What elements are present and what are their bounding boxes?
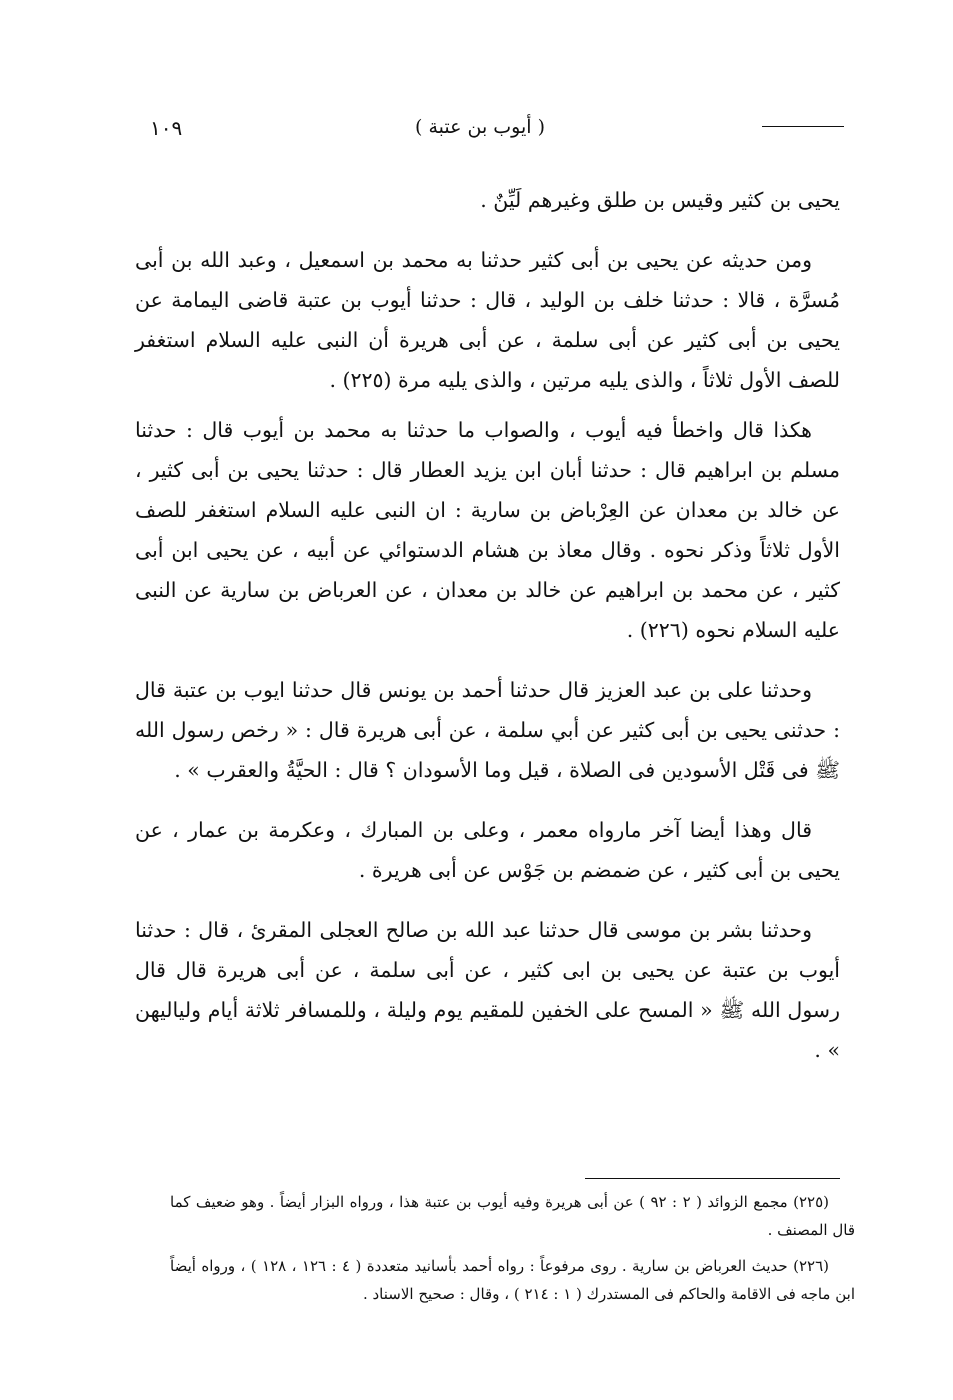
footnotes [170, 1188, 855, 1316]
paragraph-6: وحدثنا بشر بن موسى قال حدثنا عبد الله بن صالح العجلى المقرئ ، قال : حدثنا أيوب بن عتبة عن يحيى بن ابى كثير ، عن أبى سلمة ، عن أبى هريرة قال قال رسول الله ﷺ « المسح على الخفين للمقيم يوم وليلة ، وللمسافر ثلاثة أيام ولياليهن » . [135, 918, 840, 1062]
header-rule [762, 126, 844, 127]
page-number: ١٠٩ [150, 116, 183, 140]
paragraph-1: يحيى بن كثير وقيس بن طلق وغيرهم لَيِّنٌ . [480, 188, 840, 212]
paragraph-2: ومن حديثه عن يحيى بن أبى كثير حدثنا به محمد بن اسمعيل ، وعبد الله بن أبى مُسرَّة ، قالا : حدثنا خلف بن الوليد ، قال : حدثنا أيوب بن عتبة قاضى اليمامة عن يحيى بن أبى كثير عن أبى سلمة ، عن أبى هريرة أن النبى عليه السلام استغفر للصف الأول ثلاثاً ، والذى يليه مرتين ، والذى يليه مرة (٢٢٥) . [135, 248, 840, 392]
footnote-rule [585, 1178, 840, 1179]
footnote-225: (٢٢٥) مجمع الزوائد ( ٢ : ٩٢ ) عن أبى هريرة وفيه أيوب بن عتبة هذا ، ورواه البزار أيضاً . وهو ضعيف كما قال المصنف . [170, 1193, 855, 1239]
main-text [135, 180, 840, 1080]
paragraph-4: وحدثنا على بن عبد العزيز قال حدثنا أحمد بن يونس قال حدثنا ايوب بن عتبة قال : حدثنى يحيى بن أبى كثير عن أبي سلمة ، عن أبى هريرة قال : « رخص رسول الله ﷺ فى قَتْل الأسودين فى الصلاة ، قيل وما الأسودان ؟ قال : الحيَّةُ والعقرب » . [135, 678, 840, 782]
running-title: ( أيوب بن عتبة ) [415, 116, 545, 138]
paragraph-5: قال وهذا أيضا آخر مارواه معمر ، وعلى بن المبارك ، وعكرمة بن عمار ، عن يحيى بن أبى كثير ، عن ضمضم بن جَوْس عن أبى هريرة . [135, 818, 840, 882]
footnote-226: (٢٢٦) حديث العرباض بن سارية . روى مرفوعاً : رواه أحمد بأسانيد متعددة ( ٤ : ١٢٦ ، ١٢٨ ) ، ورواه أيضاً ابن ماجه فى الاقامة والحاكم فى المستدرك ( ١ : ٢١٤ ) ، وقال : صحيح الاسناد . [170, 1257, 855, 1303]
paragraph-3: هكذا قال واخطأ فيه أيوب ، والصواب ما حدثنا به محمد بن أيوب قال : حدثنا مسلم بن ابراهيم قال : حدثنا أبان ابن يزيد العطار قال : حدثنا يحيى بن أبى كثير ، عن خالد بن معدان عن العِرْباض بن سارية : ان النبى عليه السلام استغفر للصف الأول ثلاثاً وذكر نحوه . وقال معاذ بن هشام الدستوائي عن أبيه ، عن يحيى ابن أبى كثير ، عن محمد بن ابراهيم عن خالد بن معدان ، عن العرباض بن سارية عن النبى عليه السلام نحوه (٢٢٦) . [135, 418, 840, 642]
